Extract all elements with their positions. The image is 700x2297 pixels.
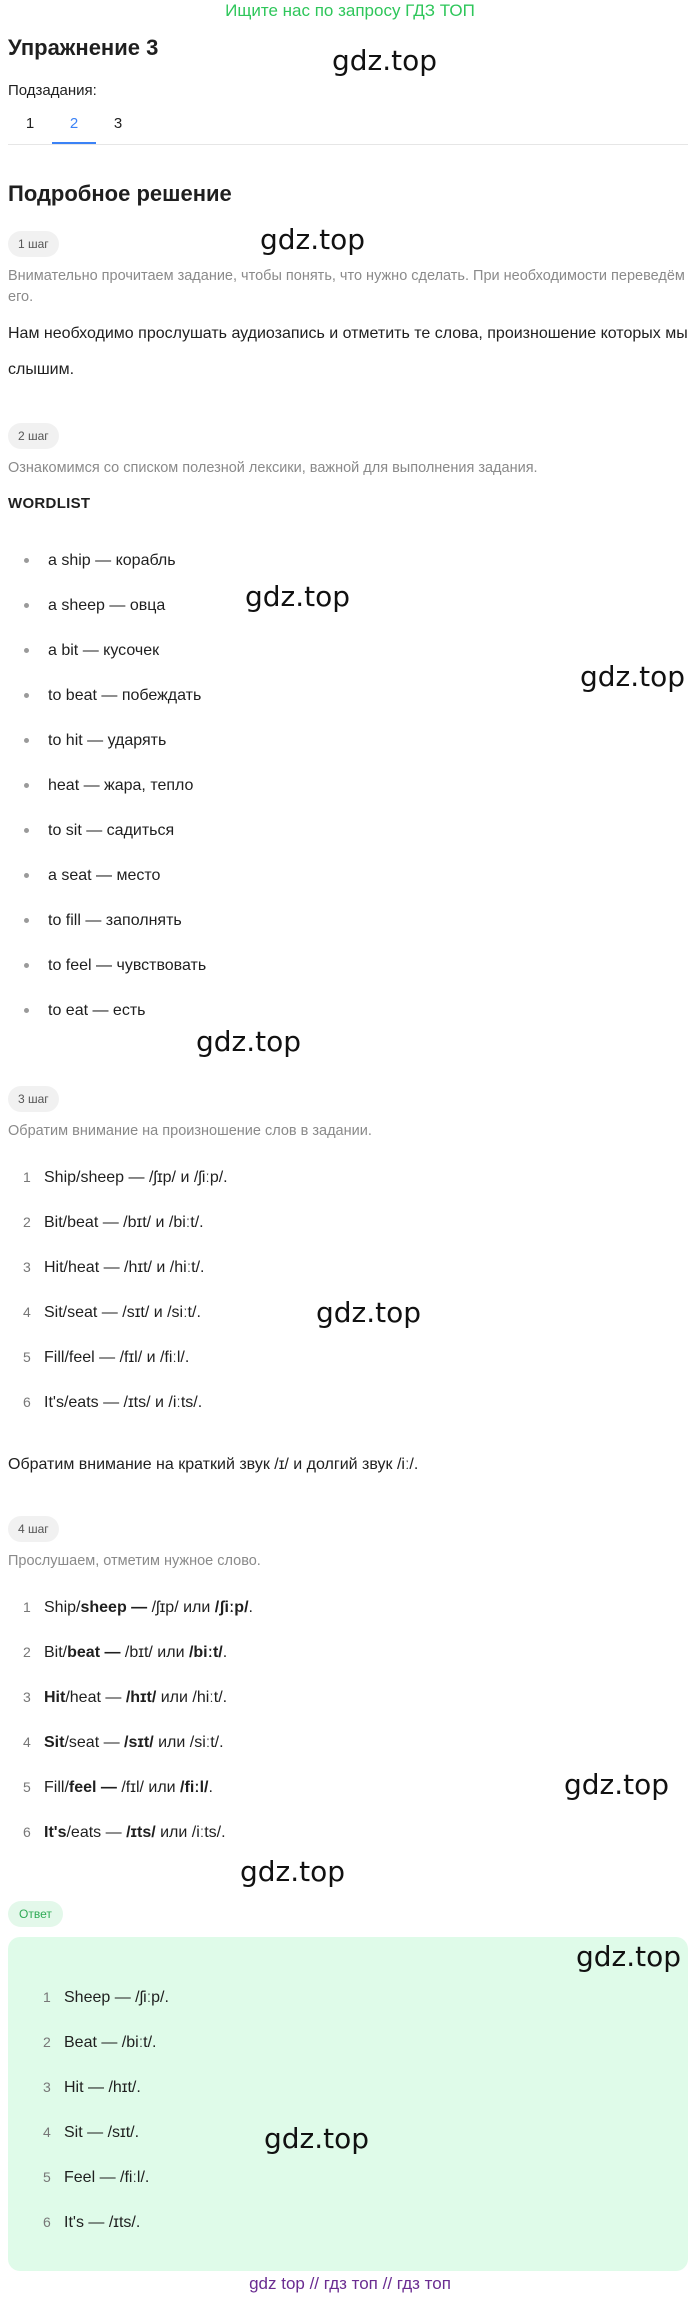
bullet-dot bbox=[24, 828, 29, 833]
list-item: 5 Fill/feel — /fɪl/ и /fiːl/. bbox=[23, 1349, 190, 1366]
list-item: 2 Bit/beat — /bɪt/ и /biːt/. bbox=[23, 1214, 204, 1231]
list-item: a sheep — овца bbox=[20, 583, 206, 628]
bullet-dot bbox=[24, 783, 29, 788]
step-1-note: Внимательно прочитаем задание, чтобы понять, что нужно сделать. При необходимости переведём его. bbox=[8, 268, 685, 305]
watermark: gdz.top bbox=[580, 660, 686, 693]
step-3-badge: 3 шаг bbox=[8, 1086, 59, 1112]
list-item: 6 It's — /ɪts/. bbox=[43, 2214, 141, 2231]
subtasks-label: Подзадания: bbox=[8, 82, 97, 99]
bullet-dot bbox=[24, 963, 29, 968]
step-3-closing: Обратим внимание на краткий звук /ɪ/ и долгий звук /iː/. bbox=[8, 1456, 419, 1473]
tab-subtask-1[interactable]: 1 bbox=[25, 115, 35, 132]
list-item: a ship — корабль bbox=[20, 538, 206, 583]
tab-subtask-2[interactable]: 2 bbox=[52, 106, 96, 144]
watermark: gdz.top bbox=[240, 1855, 346, 1888]
watermark: gdz.top bbox=[316, 1296, 422, 1329]
bullet-dot bbox=[24, 1008, 29, 1013]
list-item: 1 Ship/sheep — /ʃɪp/ и /ʃiːp/. bbox=[23, 1169, 228, 1186]
watermark: gdz.top bbox=[576, 1940, 682, 1973]
list-item: 6 It's/eats — /ɪts/ и /iːts/. bbox=[23, 1394, 203, 1411]
solution-heading: Подробное решение bbox=[8, 181, 232, 206]
list-item: heat — жара, тепло bbox=[20, 763, 206, 808]
list-item: 1 Ship/sheep — /ʃɪp/ или /ʃiːp/. bbox=[23, 1599, 253, 1616]
list-item: 4 Sit/seat — /sɪt/ и /siːt/. bbox=[23, 1304, 201, 1321]
list-item: to feel — чувствовать bbox=[20, 943, 206, 988]
answer-list bbox=[28, 1975, 169, 2245]
step-2-note: Ознакомимся со списком полезной лексики, важной для выполнения задания. bbox=[8, 460, 538, 476]
watermark: gdz.top bbox=[196, 1025, 302, 1058]
bullet-dot bbox=[24, 693, 29, 698]
list-item: to fill — заполнять bbox=[20, 898, 206, 943]
subtask-tabs bbox=[8, 106, 688, 145]
bullet-dot bbox=[24, 873, 29, 878]
bullet-dot bbox=[24, 603, 29, 608]
list-item: 3 Hit/heat — /hɪt/ или /hiːt/. bbox=[23, 1689, 228, 1706]
tab-subtask-3[interactable]: 3 bbox=[113, 115, 123, 132]
list-item: to hit — ударять bbox=[20, 718, 206, 763]
list-item: a bit — кусочек bbox=[20, 628, 206, 673]
step-1-badge: 1 шаг bbox=[8, 231, 59, 257]
watermark: gdz.top bbox=[264, 2122, 370, 2155]
list-item: 5 Feel — /fiːl/. bbox=[43, 2169, 150, 2186]
top-banner: Ищите нас по запросу ГДЗ ТОП bbox=[225, 1, 475, 20]
list-item: 3 Hit/heat — /hɪt/ и /hiːt/. bbox=[23, 1259, 205, 1276]
footer-links[interactable]: gdz top // гдз топ // гдз топ bbox=[249, 2274, 451, 2293]
step-1-text: Нам необходимо прослушать аудиозапись и отметить те слова, произношение которых мы слышим. bbox=[8, 325, 688, 378]
list-item: 1 Sheep — /ʃiːp/. bbox=[43, 1989, 169, 2006]
list-item: 4 Sit — /sɪt/. bbox=[43, 2124, 140, 2141]
page-title: Упражнение 3 bbox=[8, 35, 159, 60]
list-item: a seat — место bbox=[20, 853, 206, 898]
list-item: to beat — побеждать bbox=[20, 673, 206, 718]
step-3-list bbox=[8, 1155, 228, 1425]
bullet-dot bbox=[24, 918, 29, 923]
bullet-dot bbox=[24, 648, 29, 653]
wordlist-title: WORDLIST bbox=[8, 495, 91, 512]
wordlist bbox=[20, 538, 206, 1033]
list-item: 3 Hit — /hɪt/. bbox=[43, 2079, 141, 2096]
bullet-dot bbox=[24, 558, 29, 563]
step-3-note: Обратим внимание на произношение слов в задании. bbox=[8, 1123, 372, 1139]
list-item: to eat — есть bbox=[20, 988, 206, 1033]
watermark: gdz.top bbox=[245, 580, 351, 613]
bullet-dot bbox=[24, 738, 29, 743]
step-2-badge: 2 шаг bbox=[8, 423, 59, 449]
step-4-badge: 4 шаг bbox=[8, 1516, 59, 1542]
step-4-note: Прослушаем, отметим нужное слово. bbox=[8, 1553, 261, 1569]
list-item: 6 It's/eats — /ɪts/ или /iːts/. bbox=[23, 1824, 226, 1841]
watermark: gdz.top bbox=[332, 44, 438, 77]
step-4-list bbox=[8, 1585, 253, 1855]
list-item: 5 Fill/feel — /fɪl/ или /fiːl/. bbox=[23, 1779, 213, 1796]
list-item: 2 Bit/beat — /bɪt/ или /biːt/. bbox=[23, 1644, 228, 1661]
list-item: 4 Sit/seat — /sɪt/ или /siːt/. bbox=[23, 1734, 224, 1751]
watermark: gdz.top bbox=[564, 1768, 670, 1801]
watermark: gdz.top bbox=[260, 223, 366, 256]
answer-badge: Ответ bbox=[8, 1901, 63, 1927]
list-item: 2 Beat — /biːt/. bbox=[43, 2034, 157, 2051]
list-item: to sit — садиться bbox=[20, 808, 206, 853]
